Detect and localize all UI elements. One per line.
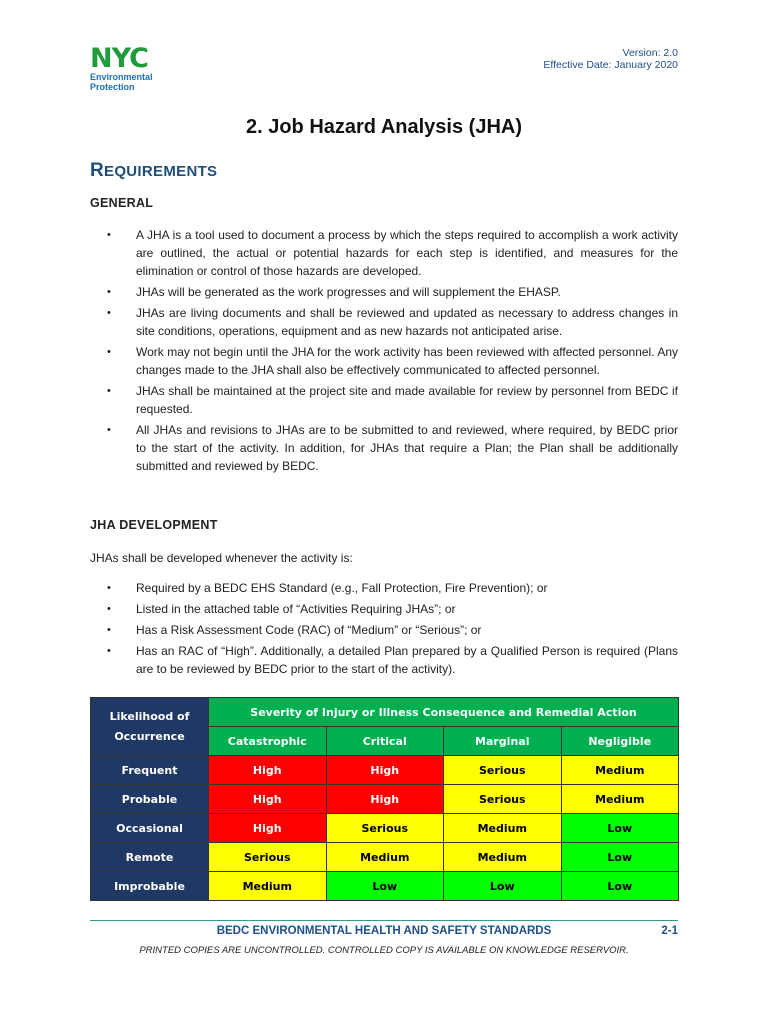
table-row xyxy=(91,843,679,872)
risk-cell: High xyxy=(326,785,444,814)
risk-cell: Serious xyxy=(209,843,327,872)
risk-cell: Medium xyxy=(326,843,444,872)
risk-cell: Medium xyxy=(561,785,679,814)
risk-cell: Low xyxy=(561,872,679,901)
footer-divider xyxy=(90,920,678,921)
risk-cell: Medium xyxy=(209,872,327,901)
row-header: Remote xyxy=(91,843,209,872)
development-list xyxy=(90,579,678,681)
jha-development-heading: JHA DEVELOPMENT xyxy=(90,518,218,532)
list-item: • Has an RAC of “High”. Additionally, a detailed Plan prepared by a Qualified Person is required (Plans are to be reviewed by BEDC prior to the start of the activity). xyxy=(107,644,678,676)
effective-date: Effective Date: January 2020 xyxy=(543,59,678,71)
list-item: • JHAs shall be maintained at the project site and made available for review by personnel from BEDC if requested. xyxy=(107,384,678,416)
version-label: Version: 2.0 xyxy=(622,47,678,59)
risk-cell: Low xyxy=(561,814,679,843)
column-header: Negligible xyxy=(561,727,679,756)
risk-cell: High xyxy=(326,756,444,785)
list-item: • JHAs will be generated as the work progresses and will supplement the EHASP. xyxy=(107,285,561,299)
risk-cell: Serious xyxy=(444,756,562,785)
column-header: Catastrophic xyxy=(209,727,327,756)
row-header: Frequent xyxy=(91,756,209,785)
row-header: Occasional xyxy=(91,814,209,843)
list-item: • Listed in the attached table of “Activities Requiring JHAs”; or xyxy=(107,602,456,616)
severity-header: Severity of Injury or Illness Consequence and Remedial Action xyxy=(209,698,679,727)
likelihood-header: Likelihood of Occurrence xyxy=(91,698,209,756)
risk-cell: Serious xyxy=(444,785,562,814)
risk-cell: Low xyxy=(561,843,679,872)
table-row xyxy=(91,756,679,785)
logo-subtitle: Environmental Protection xyxy=(90,72,153,92)
svg-text:NYC: NYC xyxy=(90,44,149,70)
requirements-heading: REQUIREMENTS xyxy=(90,160,218,181)
general-heading: GENERAL xyxy=(90,196,154,210)
risk-cell: Low xyxy=(444,872,562,901)
footer-notice: PRINTED COPIES ARE UNCONTROLLED. CONTROLLED COPY IS AVAILABLE ON KNOWLEDGE RESERVOIR. xyxy=(139,945,629,956)
risk-cell: Serious xyxy=(326,814,444,843)
risk-cell: Medium xyxy=(561,756,679,785)
list-item: • All JHAs and revisions to JHAs are to be submitted to and reviewed, where required, by BEDC prior to the start of the activity. In addition, for JHAs that require a Plan; the Plan shall be additionally submitted and reviewed by BEDC. xyxy=(107,423,678,473)
page-number: 2-1 xyxy=(661,925,678,937)
column-header: Marginal xyxy=(444,727,562,756)
risk-assessment-table xyxy=(90,697,679,901)
risk-cell: Medium xyxy=(444,843,562,872)
list-item: • Has a Risk Assessment Code (RAC) of “Medium” or “Serious”; or xyxy=(107,623,482,637)
column-header: Critical xyxy=(326,727,444,756)
version-block xyxy=(543,47,678,71)
row-header: Improbable xyxy=(91,872,209,901)
list-item: • Work may not begin until the JHA for the work activity has been reviewed with affected personnel. Any changes made to the JHA shall also be effectively communicated to affected personnel. xyxy=(107,345,678,377)
page-title: 2. Job Hazard Analysis (JHA) xyxy=(245,116,522,138)
risk-cell: Low xyxy=(326,872,444,901)
row-header: Probable xyxy=(91,785,209,814)
list-item: • JHAs are living documents and shall be reviewed and updated as necessary to address changes in site conditions, operations, equipment and as new hazards not anticipated arise. xyxy=(107,306,678,338)
table-row xyxy=(91,785,679,814)
nyc-wordmark xyxy=(90,44,172,70)
nyc-dep-logo xyxy=(90,44,172,92)
list-item: • A JHA is a tool used to document a process by which the steps required to accomplish a work activity are outlined, the actual or potential hazards for each step is identified, and measures for the elimination or control of those hazards are developed. xyxy=(107,228,678,278)
risk-cell: Medium xyxy=(444,814,562,843)
risk-cell: High xyxy=(209,814,327,843)
development-intro: JHAs shall be developed whenever the activity is: xyxy=(90,551,353,565)
risk-cell: High xyxy=(209,756,327,785)
risk-cell: High xyxy=(209,785,327,814)
list-item: • Required by a BEDC EHS Standard (e.g., Fall Protection, Fire Prevention); or xyxy=(107,581,548,595)
table-row xyxy=(91,872,679,901)
footer-title: BEDC ENVIRONMENTAL HEALTH AND SAFETY STANDARDS xyxy=(216,925,552,937)
table-row xyxy=(91,814,679,843)
general-list xyxy=(90,226,678,478)
